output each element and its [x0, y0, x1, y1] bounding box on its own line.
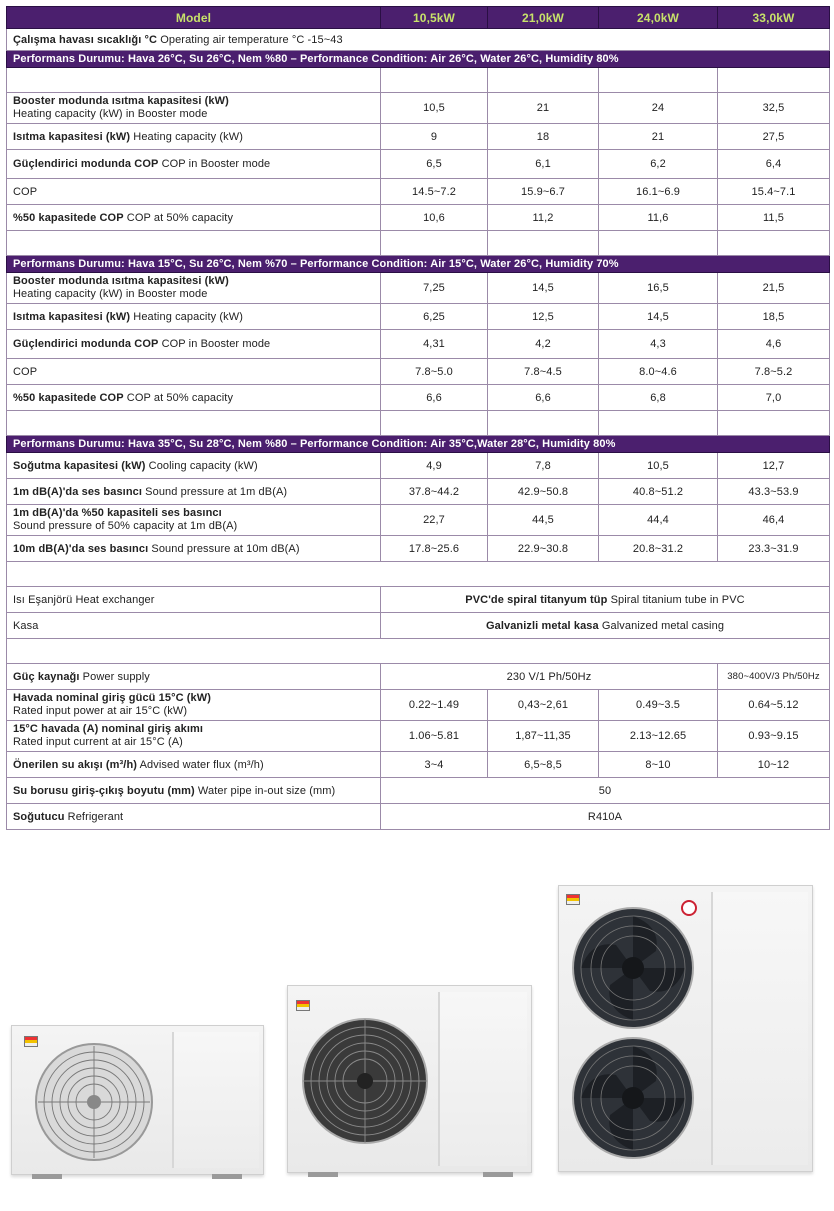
row-label-tr: Güç kaynağı [13, 670, 80, 683]
row-label-en: Cooling capacity (kW) [148, 459, 258, 472]
cell-value: 6,25 [381, 304, 488, 330]
header-row [7, 7, 830, 29]
cell-value: 0.93~9.15 [718, 721, 830, 752]
heat-pump-unit-medium [287, 985, 532, 1173]
warning-sticker [566, 894, 580, 905]
section2-banner: Performans Durumu: Hava 15°C, Su 26°C, Nem %70 – Performance Condition: Air 15°C, Water 26°C, Humidity 70% [7, 256, 830, 273]
cell-value: 32,5 [718, 93, 830, 124]
operating-temp-tr: Çalışma havası sıcaklığı °C [13, 33, 158, 46]
cell-value: 7.8~5.0 [381, 359, 488, 385]
row-label-en: Refrigerant [67, 810, 124, 823]
header-model: Model [7, 7, 381, 29]
warning-sticker [296, 1000, 310, 1011]
cell-value: 40.8~51.2 [599, 479, 718, 505]
cell-value: 6,8 [599, 385, 718, 411]
rated-power-row [7, 690, 830, 721]
cell-value: 1,87~11,35 [488, 721, 599, 752]
heat-exchanger-value-tr: PVC'de spiral titanyum tüp [465, 593, 608, 606]
cell-value: 24 [599, 93, 718, 124]
row-label-en: Advised water flux (m³/h) [139, 758, 264, 771]
cell-value: 42.9~50.8 [488, 479, 599, 505]
row-label-tr: Güçlendirici modunda COP [13, 158, 159, 170]
row-label-en: Rated input power at air 15°C (kW) [13, 705, 188, 717]
rated-current-row [7, 721, 830, 752]
cell-value: 14,5 [599, 304, 718, 330]
cell-value: 46,4 [718, 505, 830, 536]
cell-value: 7.8~5.2 [718, 359, 830, 385]
section3-banner: Performans Durumu: Hava 35°C, Su 28°C, Nem %80 – Performance Condition: Air 35°C,Water 28°C, Humidity 80% [7, 436, 830, 453]
specifications-table [6, 6, 830, 830]
cell-value: 6,6 [381, 385, 488, 411]
cell-value: 21 [599, 124, 718, 150]
unit-side-panel [172, 1032, 259, 1168]
casing-value-tr: Galvanizli metal kasa [485, 619, 599, 632]
row-label-tr: Isıtma kapasitesi (kW) [13, 310, 131, 323]
casing-row [7, 613, 830, 639]
cell-value: 10,5 [381, 93, 488, 124]
row-label-tr: Isıtma kapasitesi (kW) [13, 130, 131, 143]
blank-row [7, 562, 830, 587]
cell-value: 12,7 [718, 453, 830, 479]
row-label-tr: Güçlendirici modunda COP [13, 338, 159, 350]
water-pipe-value: 50 [381, 778, 830, 804]
cell-value: 4,6 [718, 330, 830, 359]
row-label-tr: Booster modunda ısıtma kapasitesi (kW) [13, 95, 229, 107]
fan-bottom-icon [571, 1036, 696, 1161]
row-label-tr: Önerilen su akışı (m³/h) [13, 758, 138, 771]
cell-value: 23.3~31.9 [718, 536, 830, 562]
cell-value: 44,5 [488, 505, 599, 536]
row-label-en: Rated input current at air 15°C (A) [13, 736, 183, 748]
cell-value: 18,5 [718, 304, 830, 330]
table-row [7, 304, 830, 330]
row-label-en: Heating capacity (kW) [133, 130, 243, 143]
cell-value: 12,5 [488, 304, 599, 330]
unit-foot [483, 1172, 513, 1177]
cell-value: 20.8~31.2 [599, 536, 718, 562]
cell-value: 7,25 [381, 273, 488, 304]
cell-value: 11,6 [599, 205, 718, 231]
blank-row [7, 639, 830, 664]
cell-value: 11,5 [718, 205, 830, 231]
cell-value: 11,2 [488, 205, 599, 231]
cell-value: 6,1 [488, 150, 599, 179]
table-row [7, 479, 830, 505]
table-row [7, 385, 830, 411]
cell-value: 2.13~12.65 [599, 721, 718, 752]
cell-value: 27,5 [718, 124, 830, 150]
row-label-en: Heating capacity (kW) in Booster mode [13, 108, 208, 120]
cell-value: 7,8 [488, 453, 599, 479]
operating-temp-row [7, 29, 830, 51]
row-label-en: COP at 50% capacity [126, 211, 234, 224]
cell-value: 8.0~4.6 [599, 359, 718, 385]
refrigerant-value: R410A [381, 804, 830, 830]
table-row [7, 150, 830, 179]
cell-value: 10,6 [381, 205, 488, 231]
cell-value: 15.4~7.1 [718, 179, 830, 205]
cell-value: 16,5 [599, 273, 718, 304]
table-row [7, 124, 830, 150]
row-label-en: Heating capacity (kW) [133, 310, 243, 323]
blank-row [7, 231, 830, 256]
row-label-en: Sound pressure at 10m dB(A) [151, 542, 300, 555]
unit-foot [32, 1174, 62, 1179]
cell-value: 6,2 [599, 150, 718, 179]
table-row [7, 330, 830, 359]
cell-value: 0,43~2,61 [488, 690, 599, 721]
cell-value: 4,9 [381, 453, 488, 479]
cell-value: 10~12 [718, 752, 830, 778]
water-pipe-row [7, 778, 830, 804]
cell-value: 17.8~25.6 [381, 536, 488, 562]
row-label-tr: 10m dB(A)'da ses basıncı [13, 542, 149, 555]
blank-row [7, 411, 830, 436]
section-banner [7, 51, 830, 68]
cell-value: 0.49~3.5 [599, 690, 718, 721]
cell-value: 9 [381, 124, 488, 150]
cell-value: 14.5~7.2 [381, 179, 488, 205]
cell-value: 6,6 [488, 385, 599, 411]
row-label-tr: Soğutucu [13, 810, 65, 823]
row-label-en: Power supply [82, 670, 150, 683]
cell-value: 43.3~53.9 [718, 479, 830, 505]
row-label-en: Sound pressure at 1m dB(A) [145, 485, 288, 498]
operating-temp-en: Operating air temperature °C -15~43 [160, 33, 343, 46]
power-supply-row [7, 664, 830, 690]
unit-side-panel [711, 892, 808, 1165]
table-row [7, 505, 830, 536]
row-label-tr: 1m dB(A)'da ses basıncı [13, 485, 143, 498]
cell-value: 16.1~6.9 [599, 179, 718, 205]
power-supply-three: 380~400V/3 Ph/50Hz [718, 664, 830, 690]
table-row [7, 179, 830, 205]
header-model-3: 24,0kW [599, 7, 718, 29]
cell-value: 21,5 [718, 273, 830, 304]
heat-exchanger-row [7, 587, 830, 613]
cell-value: 6,5 [381, 150, 488, 179]
cell-value: 4,2 [488, 330, 599, 359]
cell-value: 4,31 [381, 330, 488, 359]
unit-foot [308, 1172, 338, 1177]
table-row [7, 536, 830, 562]
cell-value: 0.64~5.12 [718, 690, 830, 721]
row-label-tr: Soğutma kapasitesi (kW) [13, 459, 146, 472]
section1-banner: Performans Durumu: Hava 26°C, Su 26°C, Nem %80 – Performance Condition: Air 26°C, Water 26°C, Humidity 80% [7, 51, 830, 68]
cell-value: 8~10 [599, 752, 718, 778]
fan-grille-icon [34, 1042, 154, 1162]
unit-foot [212, 1174, 242, 1179]
power-supply-single: 230 V/1 Ph/50Hz [381, 664, 718, 690]
row-label-en: Heat exchanger [75, 593, 155, 606]
row-label-tr: COP [13, 185, 38, 198]
cell-value: 4,3 [599, 330, 718, 359]
unit-side-panel [438, 992, 527, 1166]
row-label-en: COP in Booster mode [161, 338, 271, 350]
row-label-tr: %50 kapasitede COP [13, 211, 124, 224]
row-label-tr: 15°C havada (A) nominal giriş akımı [13, 723, 204, 735]
cell-value: 44,4 [599, 505, 718, 536]
refrigerant-row [7, 804, 830, 830]
section-banner [7, 256, 830, 273]
section-banner [7, 436, 830, 453]
cell-value: 37.8~44.2 [381, 479, 488, 505]
fan-grille-icon [300, 1016, 430, 1146]
table-row [7, 359, 830, 385]
cell-value: 14,5 [488, 273, 599, 304]
blank-row [7, 68, 830, 93]
cell-value: 0.22~1.49 [381, 690, 488, 721]
row-label-en: Water pipe in-out size (mm) [197, 784, 336, 797]
cell-value: 7.8~4.5 [488, 359, 599, 385]
row-label-en: COP at 50% capacity [126, 391, 234, 404]
row-label-en: Heating capacity (kW) in Booster mode [13, 288, 208, 300]
row-label-tr: 1m dB(A)'da %50 kapasiteli ses basıncı [13, 507, 222, 519]
cell-value: 15.9~6.7 [488, 179, 599, 205]
heat-pump-unit-large [558, 885, 813, 1172]
row-label-tr: Havada nominal giriş gücü 15°C (kW) [13, 692, 211, 704]
table-row [7, 453, 830, 479]
cell-value: 10,5 [599, 453, 718, 479]
cell-value: 22.9~30.8 [488, 536, 599, 562]
row-label-tr: %50 kapasitede COP [13, 391, 124, 404]
cell-value: 1.06~5.81 [381, 721, 488, 752]
cell-value: 6,4 [718, 150, 830, 179]
header-model-2: 21,0kW [488, 7, 599, 29]
header-model-4: 33,0kW [718, 7, 830, 29]
table-row [7, 93, 830, 124]
cell-value: 3~4 [381, 752, 488, 778]
water-flux-row [7, 752, 830, 778]
cell-value: 22,7 [381, 505, 488, 536]
table-row [7, 205, 830, 231]
fan-top-icon [571, 906, 696, 1031]
row-label-tr: COP [13, 365, 38, 378]
row-label-en: COP in Booster mode [161, 158, 271, 170]
casing-value-en: Galvanized metal casing [601, 619, 725, 632]
row-label-tr: Su borusu giriş-çıkış boyutu (mm) [13, 784, 195, 797]
cell-value: 7,0 [718, 385, 830, 411]
row-label-en: Sound pressure of 50% capacity at 1m dB(A) [13, 520, 238, 532]
row-label-tr: Kasa [13, 619, 39, 632]
row-label-tr: Isı Eşanjörü [13, 593, 73, 606]
cell-value: 18 [488, 124, 599, 150]
heat-exchanger-value-en: Spiral titanium tube in PVC [610, 593, 745, 606]
table-row [7, 273, 830, 304]
row-label-tr: Booster modunda ısıtma kapasitesi (kW) [13, 275, 229, 287]
cell-value: 21 [488, 93, 599, 124]
header-model-1: 10,5kW [381, 7, 488, 29]
heat-pump-unit-small [11, 1025, 264, 1175]
cell-value: 6,5~8,5 [488, 752, 599, 778]
